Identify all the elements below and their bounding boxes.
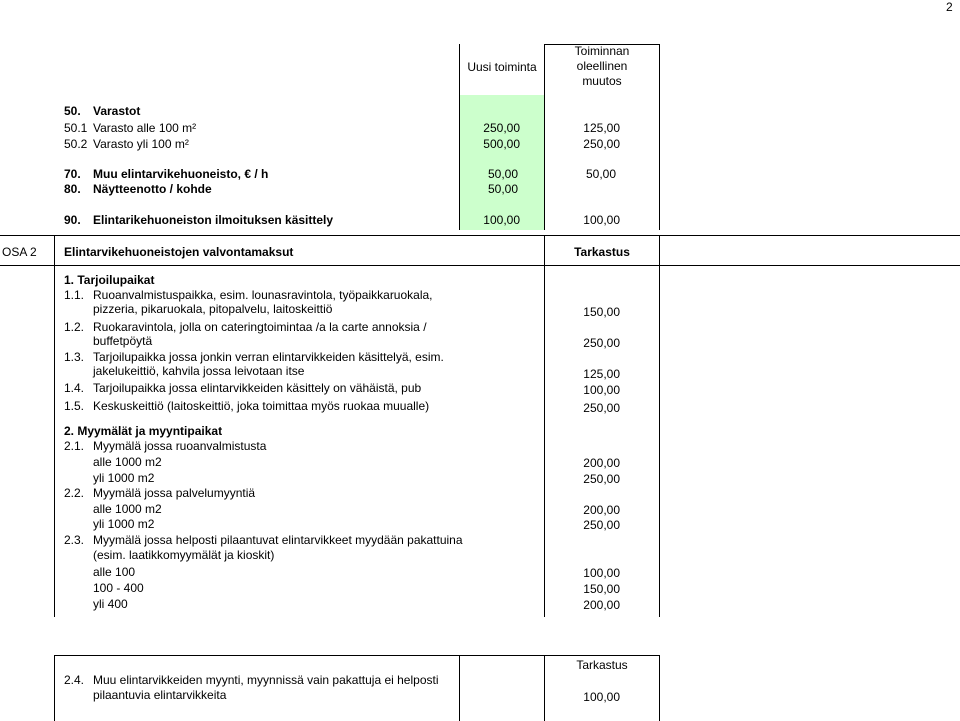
sub-item-label: alle 1000 m2 xyxy=(93,502,162,516)
row-value-change: 250,00 xyxy=(583,137,620,151)
grid-line xyxy=(54,265,55,617)
item-label: Keskuskeittiö (laitoskeittiö, joka toimittaa myös ruokaa muualle) xyxy=(93,399,430,413)
grid-line xyxy=(659,655,660,721)
sub-item-label: alle 100 xyxy=(93,565,136,579)
item-label: Myymälä jossa helposti pilaantuvat elintarvikkeet myydään pakattuina xyxy=(93,533,463,547)
header-change-l3: muutos xyxy=(582,74,622,88)
row-number: 90. xyxy=(64,213,81,227)
section-title: 2. Myymälät ja myyntipaikat xyxy=(64,424,223,438)
item-label: Myymälä jossa palvelumyyntiä xyxy=(93,486,256,500)
row-value-change: 125,00 xyxy=(583,121,620,135)
row-value-new: 100,00 xyxy=(483,213,520,227)
item-number: 2.1. xyxy=(64,439,85,453)
page-number: 2 xyxy=(946,0,953,14)
item-label: Myymälä jossa ruoanvalmistusta xyxy=(93,439,267,453)
item-value: 150,00 xyxy=(583,305,620,319)
sub-item-value: 100,00 xyxy=(583,566,620,580)
header-new-activity: Uusi toiminta xyxy=(467,60,537,74)
row-value-new: 50,00 xyxy=(487,167,518,181)
sub-item-label: yli 1000 m2 xyxy=(93,471,155,485)
header-change-l2: oleellinen xyxy=(576,59,628,73)
item-label-cont: buffetpöytä xyxy=(93,334,153,348)
item-label-cont: jakelukeittiö, kahvila jossa leivotaan itse xyxy=(93,364,305,378)
item-value: 250,00 xyxy=(583,336,620,350)
item-number: 1.2. xyxy=(64,320,85,334)
item-value: 250,00 xyxy=(583,401,620,415)
row-value-new: 50,00 xyxy=(487,182,518,196)
row-label: Näytteenotto / kohde xyxy=(93,182,212,196)
item-number: 1.4. xyxy=(64,381,85,395)
item-number: 2.3. xyxy=(64,533,85,547)
grid-line xyxy=(659,265,660,617)
osa-band-divider xyxy=(54,235,55,265)
item-value: 100,00 xyxy=(583,690,620,704)
osa-title: Elintarvikehuoneistojen valvontamaksut xyxy=(64,245,294,259)
sub-item-value: 250,00 xyxy=(583,518,620,532)
row-label: Varasto yli 100 m² xyxy=(93,137,189,151)
sub-item-value: 200,00 xyxy=(583,503,620,517)
row-label: Muu elintarvikehuoneisto, € / h xyxy=(93,167,269,181)
item-label-cont: (esim. laatikkomyymälät ja kioskit) xyxy=(93,548,275,562)
grid-line xyxy=(659,44,660,230)
header-change-l1: Toiminnan xyxy=(574,44,630,58)
sub-item-value: 200,00 xyxy=(583,456,620,470)
row-number: 70. xyxy=(64,167,81,181)
row-number: 50. xyxy=(64,104,81,118)
sub-item-label: yli 1000 m2 xyxy=(93,517,155,531)
grid-line xyxy=(54,655,55,721)
row-value-new: 500,00 xyxy=(483,137,520,151)
item-number: 2.4. xyxy=(64,673,85,687)
row-label: Varasto alle 100 m² xyxy=(93,121,197,135)
row-value-change: 50,00 xyxy=(585,167,616,181)
osa-band-divider xyxy=(659,235,660,265)
row-number: 80. xyxy=(64,182,81,196)
item-number: 2.2. xyxy=(64,486,85,500)
sub-item-label: yli 400 xyxy=(93,597,128,611)
row-value-new: 250,00 xyxy=(483,121,520,135)
osa-band-top-border xyxy=(0,235,960,236)
grid-line xyxy=(459,655,460,721)
section-title: 1. Tarjoilupaikat xyxy=(64,273,155,287)
osa-band-bottom-border xyxy=(0,265,960,266)
new-activity-column-fill xyxy=(459,95,544,230)
item-number: 1.1. xyxy=(64,288,85,302)
row-label: Elintarikehuoneiston ilmoituksen käsittely xyxy=(93,213,334,227)
item-label: Ruokaravintola, jolla on cateringtoimintaa /a la carte annoksia / xyxy=(93,320,427,334)
sub-item-label: alle 1000 m2 xyxy=(93,455,162,469)
row-label: Varastot xyxy=(93,104,141,118)
sub-item-value: 250,00 xyxy=(583,472,620,486)
item-label-cont: pizzeria, pikaruokala, pitopalvelu, laitoskeittiö xyxy=(93,302,333,316)
item-number: 1.5. xyxy=(64,399,85,413)
item-label: Ruoanvalmistuspaikka, esim. lounasravintola, työpaikkaruokala, xyxy=(93,288,433,302)
item-value: 125,00 xyxy=(583,367,620,381)
grid-line xyxy=(54,655,659,656)
bottom-column-title: Tarkastus xyxy=(576,658,628,672)
osa-label: OSA 2 xyxy=(2,245,37,259)
row-value-change: 100,00 xyxy=(583,213,620,227)
item-label: Muu elintarvikkeiden myynti, myynnissä vain pakattuja ei helposti xyxy=(93,673,439,687)
sub-item-label: 100 - 400 xyxy=(93,581,144,595)
row-number: 50.2 xyxy=(64,137,88,151)
sub-item-value: 200,00 xyxy=(583,598,620,612)
item-number: 1.3. xyxy=(64,350,85,364)
osa-column-title: Tarkastus xyxy=(574,245,630,259)
item-label-cont: pilaantuvia elintarvikkeita xyxy=(93,688,227,702)
item-value: 100,00 xyxy=(583,383,620,397)
row-number: 50.1 xyxy=(64,121,88,135)
item-label: Tarjoilupaikka jossa elintarvikkeiden käsittely on vähäistä, pub xyxy=(93,381,422,395)
sub-item-value: 150,00 xyxy=(583,582,620,596)
item-label: Tarjoilupaikka jossa jonkin verran elintarvikkeiden käsittelyä, esim. xyxy=(93,350,444,364)
